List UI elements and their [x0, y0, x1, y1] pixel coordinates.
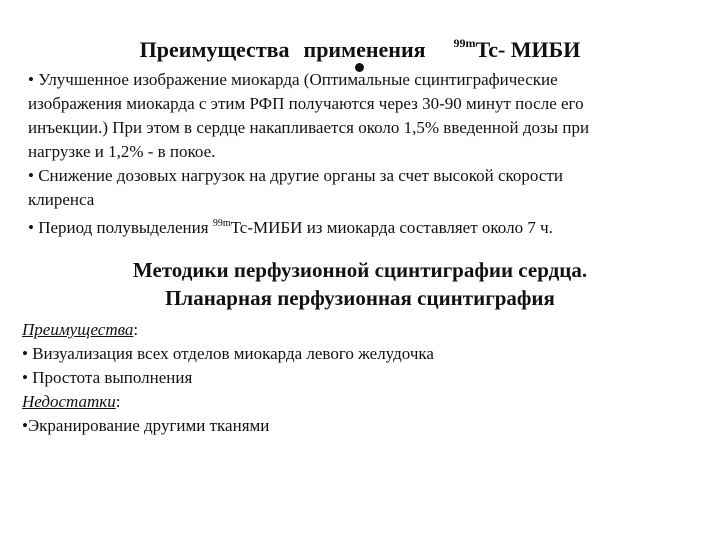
advantage-item-2: • Простота выполнения	[22, 368, 193, 387]
item1-line2: изображения миокарда с этим РФП получаются через 30-90 минут после его	[28, 94, 584, 113]
disadvantages-colon: :	[115, 392, 121, 411]
item1-line4: нагрузке и 1,2% - в покое.	[28, 142, 216, 161]
title-word-2: применения	[303, 37, 426, 62]
disadvantages-label: Недостатки	[22, 392, 116, 411]
section-heading-line2: Планарная перфузионная сцинтиграфия	[165, 286, 555, 310]
item3-suffix: Tc-МИБИ из миокарда составляет около 7 ч.	[230, 218, 553, 237]
item1-line1: • Улучшенное изображение миокарда (Оптимальные сцинтиграфические	[28, 70, 558, 89]
advantages-list	[28, 68, 700, 240]
disadvantage-item-1: •Экранирование другими тканями	[22, 416, 270, 435]
title-word-1: Преимущества	[139, 37, 290, 62]
item1-line3: инъекции.) При этом в сердце накапливается около 1,5% введенной дозы при	[28, 118, 590, 137]
title-word-3: Tc- МИБИ	[475, 37, 581, 62]
advantage-item-1: • Визуализация всех отделов миокарда левого желудочка	[22, 344, 434, 363]
advantages-label: Преимущества	[22, 320, 134, 339]
section-heading	[0, 256, 720, 312]
title-isotope-superscript: 99m	[453, 36, 476, 50]
pros-cons-list	[22, 318, 702, 438]
item2-line2: клиренса	[28, 190, 95, 209]
slide-title	[0, 36, 720, 63]
advantages-colon: :	[133, 320, 139, 339]
item3-isotope-superscript: 99m	[212, 218, 231, 229]
disadvantages-label-line	[22, 390, 702, 414]
item3-line	[28, 212, 700, 240]
advantages-label-line	[22, 318, 702, 342]
item3-prefix: • Период полувыделения	[28, 218, 213, 237]
section-heading-line1: Методики перфузионной сцинтиграфии сердца.	[132, 258, 588, 282]
item2-line1: • Снижение дозовых нагрузок на другие органы за счет высокой скорости	[28, 166, 563, 185]
